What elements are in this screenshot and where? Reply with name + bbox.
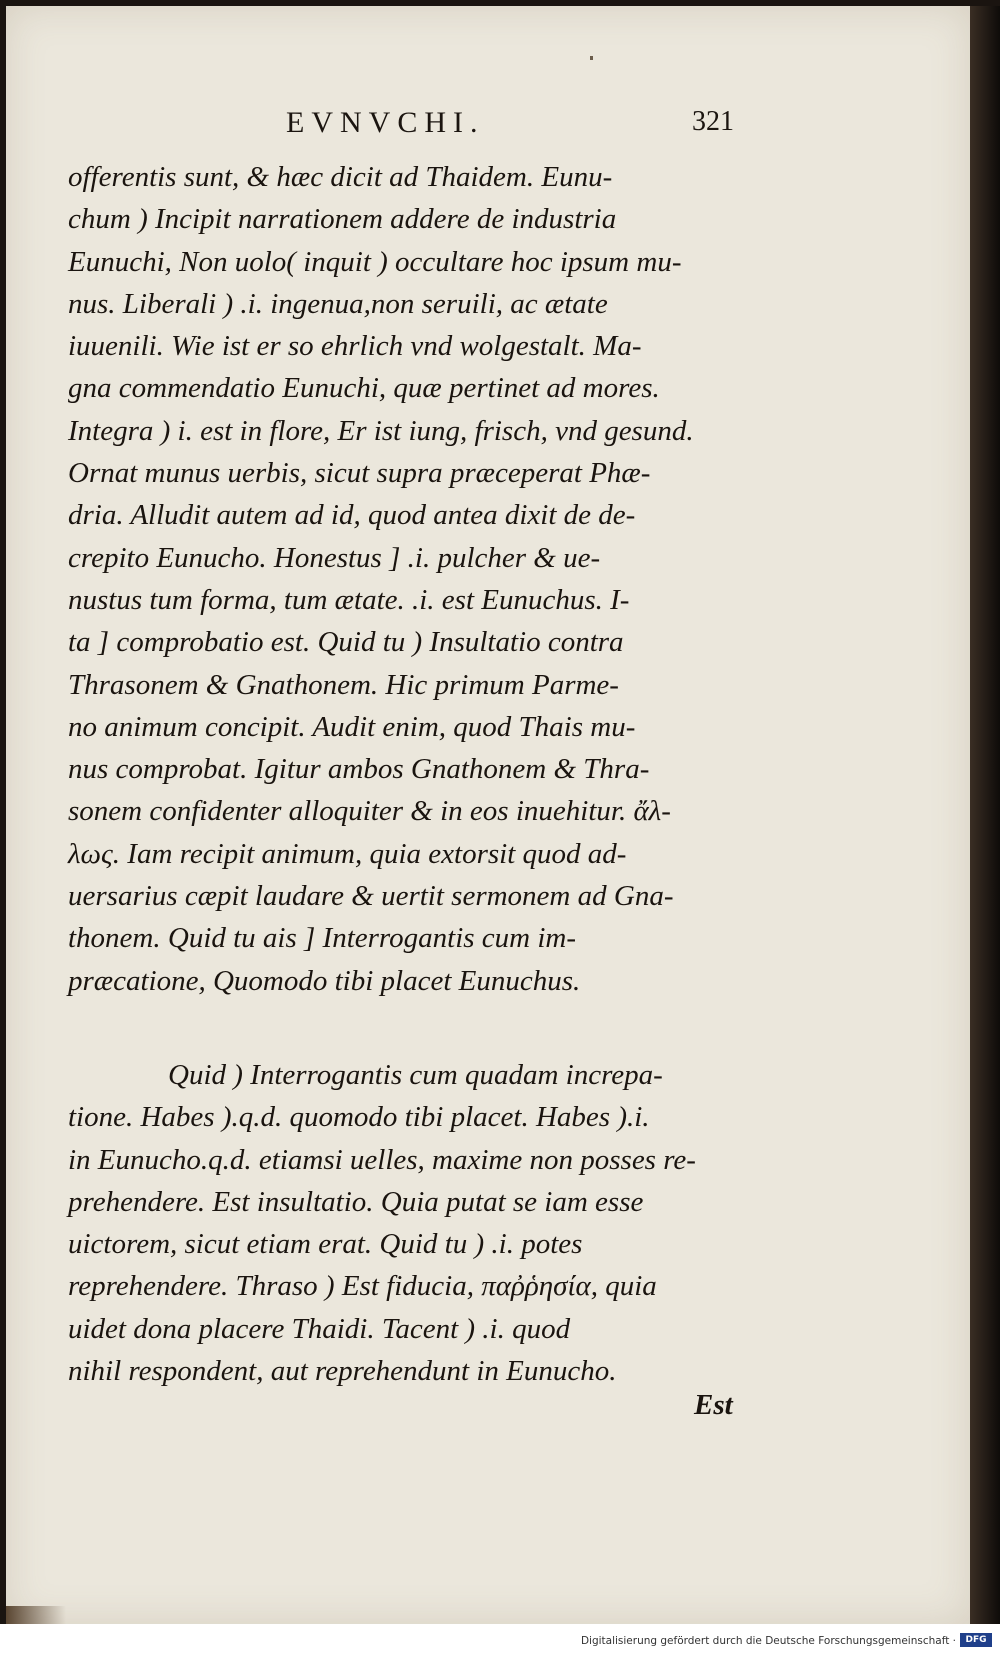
text-line: chum ) Incipit narrationem addere de industria: [68, 203, 617, 236]
text-line: Eunuchi, Non uolo( inquit ) occultare hoc ipsum mu-: [68, 245, 682, 278]
footer-credit: Digitalisierung gefördert durch die Deutsche Forschungsgemeinschaft ·: [580, 1635, 956, 1647]
text-line: uidet dona placere Thaidi. Tacent ) .i. quod: [68, 1312, 571, 1345]
commentary-text: [68, 156, 768, 1392]
text-line: dria. Alludit autem ad id, quod antea dixit de de-: [68, 499, 636, 532]
text-line: offerentis sunt, & hæc dicit ad Thaidem. Eunu-: [68, 161, 613, 193]
text-line: Integra ) i. est in flore, Er ist iung, frisch, vnd gesund.: [68, 414, 694, 447]
page-number: 321: [692, 106, 734, 137]
paragraph-1: [68, 156, 768, 1002]
text-line: nus. Liberali ) .i. ingenua,non seruili, ac ætate: [68, 287, 608, 320]
text-line: in Eunucho.q.d. etiamsi uelles, maxime non posses re-: [68, 1143, 696, 1176]
text-line: λως. Iam recipit animum, quia extorsit quod ad-: [68, 837, 627, 870]
page-header: [66, 106, 766, 146]
paragraph-gap: [68, 1002, 768, 1054]
text-line: uersarius cæpit laudare & uertit sermonem ad Gna-: [68, 880, 674, 913]
book-edge: [970, 6, 1000, 1624]
text-line: gna commendatio Eunuchi, quæ pertinet ad mores.: [68, 372, 660, 405]
text-line: iuuenili. Wie ist er so ehrlich vnd wolgestalt. Ma-: [68, 330, 642, 363]
catchword: Est: [694, 1389, 733, 1421]
text-line: thonem. Quid tu ais ] Interrogantis cum im-: [68, 922, 577, 955]
text-line: no animum concipit. Audit enim, quod Thais mu-: [68, 710, 636, 743]
footer-bar: [0, 1624, 1000, 1657]
text-line: præcatione, Quomodo tibi placet Eunuchus.: [68, 964, 581, 997]
text-line: prehendere. Est insultatio. Quia putat se iam esse: [68, 1185, 644, 1218]
dfg-logo-icon: DFG: [960, 1633, 992, 1647]
text-line: Ornat munus uerbis, sicut supra præceperat Phæ-: [68, 457, 651, 490]
page-stain: [6, 1606, 66, 1624]
text-line: sonem confidenter alloquiter & in eos inuehitur. ἄλ-: [68, 795, 671, 828]
text-line: nustus tum forma, tum ætate. .i. est Eunuchus. I-: [68, 583, 630, 616]
margin-mark: [590, 56, 593, 60]
book-page: [6, 6, 970, 1624]
text-line: crepito Eunucho. Honestus ] .i. pulcher & ue-: [68, 541, 601, 574]
running-head: EVNVCHI.: [286, 106, 485, 139]
paragraph-2: [68, 1054, 768, 1392]
text-line: Thrasonem & Gnathonem. Hic primum Parme-: [68, 668, 619, 701]
text-line: uictorem, sicut etiam erat. Quid tu ) .i. potes: [68, 1228, 583, 1261]
text-line: Quid ) Interrogantis cum quadam increpa-: [168, 1058, 663, 1091]
text-line: ta ] comprobatio est. Quid tu ) Insultatio contra: [68, 626, 624, 659]
text-line: reprehendere. Thraso ) Est fiducia, παῤῥησία, quia: [68, 1270, 657, 1303]
text-line: nihil respondent, aut reprehendunt in Eunucho.: [68, 1355, 617, 1388]
text-line: tione. Habes ).q.d. quomodo tibi placet. Habes ).i.: [68, 1101, 650, 1134]
text-line: nus comprobat. Igitur ambos Gnathonem & Thra-: [68, 753, 650, 786]
